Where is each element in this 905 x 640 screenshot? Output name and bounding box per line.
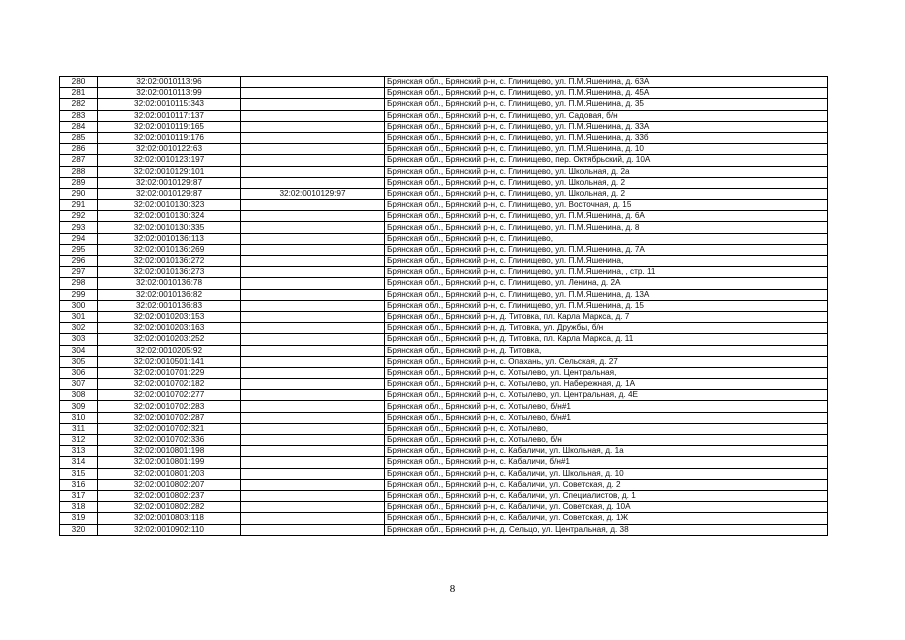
- row-number-cell: 315: [60, 468, 98, 479]
- related-cadastral-number-cell: [241, 177, 385, 188]
- row-number-cell: 302: [60, 323, 98, 334]
- related-cadastral-number-cell: [241, 166, 385, 177]
- address-cell: Брянская обл., Брянский р-н, с. Кабаличи, ул. Школьная, д. 1а: [385, 446, 828, 457]
- related-cadastral-number-cell: [241, 311, 385, 322]
- table-row: [60, 233, 828, 244]
- related-cadastral-number-cell: [241, 77, 385, 88]
- row-number-cell: 304: [60, 345, 98, 356]
- table-row: [60, 256, 828, 267]
- related-cadastral-number-cell: [241, 233, 385, 244]
- cadastral-number-cell: 32:02:0010802:282: [98, 502, 241, 513]
- row-number-cell: 294: [60, 233, 98, 244]
- row-number-cell: 287: [60, 155, 98, 166]
- row-number-cell: 290: [60, 188, 98, 199]
- table-row: [60, 423, 828, 434]
- table-row: [60, 99, 828, 110]
- related-cadastral-number-cell: [241, 110, 385, 121]
- table-row: [60, 188, 828, 199]
- table-row: [60, 244, 828, 255]
- address-cell: Брянская обл., Брянский р-н, с. Кабаличи, б/н#1: [385, 457, 828, 468]
- related-cadastral-number-cell: [241, 367, 385, 378]
- cadastral-number-cell: 32:02:0010136:273: [98, 267, 241, 278]
- table-row: [60, 412, 828, 423]
- row-number-cell: 286: [60, 144, 98, 155]
- address-cell: Брянская обл., Брянский р-н, с. Глинищево,: [385, 233, 828, 244]
- row-number-cell: 280: [60, 77, 98, 88]
- related-cadastral-number-cell: [241, 490, 385, 501]
- row-number-cell: 303: [60, 334, 98, 345]
- cadastral-number-cell: 32:02:0010205:92: [98, 345, 241, 356]
- table-row: [60, 289, 828, 300]
- address-cell: Брянская обл., Брянский р-н, с. Глинищево, ул. П.М.Яшенина, д. 35: [385, 99, 828, 110]
- cadastral-number-cell: 32:02:0010123:197: [98, 155, 241, 166]
- cadastral-number-cell: 32:02:0010203:153: [98, 311, 241, 322]
- related-cadastral-number-cell: [241, 502, 385, 513]
- table-row: [60, 502, 828, 513]
- cadastral-number-cell: 32:02:0010702:287: [98, 412, 241, 423]
- address-cell: Брянская обл., Брянский р-н, с. Глинищево, ул. П.М.Яшенина, д. 63А: [385, 77, 828, 88]
- related-cadastral-number-cell: [241, 356, 385, 367]
- row-number-cell: 296: [60, 256, 98, 267]
- table-row: [60, 524, 828, 535]
- cadastral-number-cell: 32:02:0010129:87: [98, 188, 241, 199]
- row-number-cell: 281: [60, 88, 98, 99]
- row-number-cell: 282: [60, 99, 98, 110]
- address-cell: Брянская обл., Брянский р-н, с. Хотылево, б/н#1: [385, 412, 828, 423]
- address-cell: Брянская обл., Брянский р-н, д. Титовка,: [385, 345, 828, 356]
- cadastral-number-cell: 32:02:0010203:163: [98, 323, 241, 334]
- related-cadastral-number-cell: [241, 300, 385, 311]
- row-number-cell: 312: [60, 435, 98, 446]
- row-number-cell: 317: [60, 490, 98, 501]
- related-cadastral-number-cell: [241, 155, 385, 166]
- table-row: [60, 390, 828, 401]
- address-cell: Брянская обл., Брянский р-н, с. Кабаличи, ул. Советская, д. 2: [385, 479, 828, 490]
- cadastral-number-cell: 32:02:0010136:78: [98, 278, 241, 289]
- related-cadastral-number-cell: [241, 278, 385, 289]
- cadastral-number-cell: 32:02:0010113:99: [98, 88, 241, 99]
- related-cadastral-number-cell: [241, 200, 385, 211]
- cadastral-number-cell: 32:02:0010701:229: [98, 367, 241, 378]
- row-number-cell: 308: [60, 390, 98, 401]
- table-row: [60, 334, 828, 345]
- related-cadastral-number-cell: [241, 323, 385, 334]
- address-cell: Брянская обл., Брянский р-н, с. Глинищево, ул. П.М.Яшенина, д. 45А: [385, 88, 828, 99]
- related-cadastral-number-cell: [241, 524, 385, 535]
- related-cadastral-number-cell: [241, 244, 385, 255]
- cadastral-number-cell: 32:02:0010801:198: [98, 446, 241, 457]
- cadastral-number-cell: 32:02:0010115:343: [98, 99, 241, 110]
- related-cadastral-number-cell: [241, 435, 385, 446]
- cadastral-number-cell: 32:02:0010203:252: [98, 334, 241, 345]
- related-cadastral-number-cell: [241, 267, 385, 278]
- cadastral-number-cell: 32:02:0010702:336: [98, 435, 241, 446]
- related-cadastral-number-cell: [241, 144, 385, 155]
- cadastral-number-cell: 32:02:0010801:203: [98, 468, 241, 479]
- row-number-cell: 284: [60, 121, 98, 132]
- row-number-cell: 307: [60, 379, 98, 390]
- page-number: 8: [449, 583, 456, 595]
- cadastral-number-cell: 32:02:0010113:96: [98, 77, 241, 88]
- address-cell: Брянская обл., Брянский р-н, с. Глинищево, ул. П.М.Яшенина, , стр. 11: [385, 267, 828, 278]
- address-cell: Брянская обл., Брянский р-н, с. Хотылево, ул. Центральная,: [385, 367, 828, 378]
- related-cadastral-number-cell: [241, 390, 385, 401]
- cadastral-number-cell: 32:02:0010501:141: [98, 356, 241, 367]
- cadastral-number-cell: 32:02:0010702:277: [98, 390, 241, 401]
- table-row: [60, 177, 828, 188]
- row-number-cell: 298: [60, 278, 98, 289]
- table-row: [60, 323, 828, 334]
- cadastral-number-cell: 32:02:0010136:83: [98, 300, 241, 311]
- table-row: [60, 132, 828, 143]
- related-cadastral-number-cell: [241, 479, 385, 490]
- related-cadastral-number-cell: [241, 423, 385, 434]
- table-row: [60, 110, 828, 121]
- address-cell: Брянская обл., Брянский р-н, с. Глинищево, ул. П.М.Яшенина, д. 8: [385, 222, 828, 233]
- table-row: [60, 356, 828, 367]
- table-row: [60, 457, 828, 468]
- address-cell: Брянская обл., Брянский р-н, с. Глинищево, ул. Школьная, д. 2: [385, 188, 828, 199]
- row-number-cell: 292: [60, 211, 98, 222]
- cadastral-number-cell: 32:02:0010117:137: [98, 110, 241, 121]
- cadastral-number-cell: 32:02:0010136:272: [98, 256, 241, 267]
- table-row: [60, 88, 828, 99]
- cadastral-number-cell: 32:02:0010119:176: [98, 132, 241, 143]
- row-number-cell: 300: [60, 300, 98, 311]
- cadastral-number-cell: 32:02:0010129:101: [98, 166, 241, 177]
- address-cell: Брянская обл., Брянский р-н, с. Глинищево, ул. П.М.Яшенина, д. 10: [385, 144, 828, 155]
- related-cadastral-number-cell: [241, 132, 385, 143]
- table-row: [60, 222, 828, 233]
- address-cell: Брянская обл., Брянский р-н, с. Глинищево, ул. Восточная, д. 15: [385, 200, 828, 211]
- row-number-cell: 301: [60, 311, 98, 322]
- row-number-cell: 311: [60, 423, 98, 434]
- row-number-cell: 289: [60, 177, 98, 188]
- address-cell: Брянская обл., Брянский р-н, с. Глинищево, ул. Ленина, д. 2А: [385, 278, 828, 289]
- row-number-cell: 285: [60, 132, 98, 143]
- cadastral-number-cell: 32:02:0010130:324: [98, 211, 241, 222]
- row-number-cell: 288: [60, 166, 98, 177]
- related-cadastral-number-cell: [241, 412, 385, 423]
- table-row: [60, 379, 828, 390]
- related-cadastral-number-cell: [241, 468, 385, 479]
- related-cadastral-number-cell: [241, 121, 385, 132]
- cadastral-number-cell: 32:02:0010136:269: [98, 244, 241, 255]
- address-cell: Брянская обл., Брянский р-н, с. Глинищево, ул. Школьная, д. 2: [385, 177, 828, 188]
- table-row: [60, 513, 828, 524]
- cadastral-number-cell: 32:02:0010702:283: [98, 401, 241, 412]
- registry-table-body: [60, 77, 828, 536]
- table-row: [60, 311, 828, 322]
- address-cell: Брянская обл., Брянский р-н, с. Хотылево, б/н#1: [385, 401, 828, 412]
- cadastral-number-cell: 32:02:0010702:321: [98, 423, 241, 434]
- table-row: [60, 200, 828, 211]
- row-number-cell: 319: [60, 513, 98, 524]
- address-cell: Брянская обл., Брянский р-н, с. Кабаличи, ул. Советская, д. 10А: [385, 502, 828, 513]
- cadastral-number-cell: 32:02:0010130:323: [98, 200, 241, 211]
- cadastral-number-cell: 32:02:0010119:165: [98, 121, 241, 132]
- row-number-cell: 320: [60, 524, 98, 535]
- address-cell: Брянская обл., Брянский р-н, с. Хотылево, ул. Набережная, д. 1А: [385, 379, 828, 390]
- row-number-cell: 299: [60, 289, 98, 300]
- row-number-cell: 314: [60, 457, 98, 468]
- related-cadastral-number-cell: 32:02:0010129:97: [241, 188, 385, 199]
- row-number-cell: 305: [60, 356, 98, 367]
- table-row: [60, 267, 828, 278]
- address-cell: Брянская обл., Брянский р-н, д. Титовка, пл. Карла Маркса, д. 11: [385, 334, 828, 345]
- table-row: [60, 490, 828, 501]
- address-cell: Брянская обл., Брянский р-н, с. Глинищево, пер. Октябрьский, д. 10А: [385, 155, 828, 166]
- address-cell: Брянская обл., Брянский р-н, с. Глинищево, ул. П.М.Яшенина, д. 33А: [385, 121, 828, 132]
- row-number-cell: 295: [60, 244, 98, 255]
- address-cell: Брянская обл., Брянский р-н, д. Сельцо, ул. Центральная, д. 38: [385, 524, 828, 535]
- related-cadastral-number-cell: [241, 99, 385, 110]
- table-row: [60, 166, 828, 177]
- address-cell: Брянская обл., Брянский р-н, с. Опахань, ул. Сельская, д. 27: [385, 356, 828, 367]
- row-number-cell: 316: [60, 479, 98, 490]
- cadastral-number-cell: 32:02:0010801:199: [98, 457, 241, 468]
- address-cell: Брянская обл., Брянский р-н, с. Хотылево, ул. Центральная, д. 4Е: [385, 390, 828, 401]
- cadastral-number-cell: 32:02:0010802:237: [98, 490, 241, 501]
- address-cell: Брянская обл., Брянский р-н, с. Кабаличи, ул. Школьная, д. 10: [385, 468, 828, 479]
- related-cadastral-number-cell: [241, 88, 385, 99]
- table-row: [60, 300, 828, 311]
- row-number-cell: 309: [60, 401, 98, 412]
- cadastral-number-cell: 32:02:0010802:207: [98, 479, 241, 490]
- table-row: [60, 401, 828, 412]
- cadastral-number-cell: 32:02:0010130:335: [98, 222, 241, 233]
- related-cadastral-number-cell: [241, 457, 385, 468]
- address-cell: Брянская обл., Брянский р-н, д. Титовка, ул. Дружбы, б/н: [385, 323, 828, 334]
- address-cell: Брянская обл., Брянский р-н, с. Глинищево, ул. П.М.Яшенина, д. 7А: [385, 244, 828, 255]
- table-row: [60, 479, 828, 490]
- cadastral-number-cell: 32:02:0010702:182: [98, 379, 241, 390]
- table-row: [60, 435, 828, 446]
- row-number-cell: 291: [60, 200, 98, 211]
- cadastral-number-cell: 32:02:0010136:82: [98, 289, 241, 300]
- row-number-cell: 293: [60, 222, 98, 233]
- table-row: [60, 278, 828, 289]
- row-number-cell: 306: [60, 367, 98, 378]
- address-cell: Брянская обл., Брянский р-н, с. Хотылево,: [385, 423, 828, 434]
- table-row: [60, 155, 828, 166]
- table-row: [60, 367, 828, 378]
- address-cell: Брянская обл., Брянский р-н, с. Глинищево, ул. П.М.Яшенина,: [385, 256, 828, 267]
- cadastral-number-cell: 32:02:0010902:110: [98, 524, 241, 535]
- related-cadastral-number-cell: [241, 334, 385, 345]
- address-cell: Брянская обл., Брянский р-н, с. Глинищево, ул. П.М.Яшенина, д. 13А: [385, 289, 828, 300]
- related-cadastral-number-cell: [241, 379, 385, 390]
- related-cadastral-number-cell: [241, 513, 385, 524]
- related-cadastral-number-cell: [241, 289, 385, 300]
- row-number-cell: 310: [60, 412, 98, 423]
- table-row: [60, 446, 828, 457]
- registry-table: [59, 76, 828, 536]
- address-cell: Брянская обл., Брянский р-н, с. Глинищево, ул. П.М.Яшенина, д. 15: [385, 300, 828, 311]
- cadastral-number-cell: 32:02:0010803:118: [98, 513, 241, 524]
- row-number-cell: 297: [60, 267, 98, 278]
- address-cell: Брянская обл., Брянский р-н, с. Глинищево, ул. П.М.Яшенина, д. 33б: [385, 132, 828, 143]
- table-row: [60, 468, 828, 479]
- address-cell: Брянская обл., Брянский р-н, с. Хотылево, б/н: [385, 435, 828, 446]
- cadastral-number-cell: 32:02:0010136:113: [98, 233, 241, 244]
- row-number-cell: 313: [60, 446, 98, 457]
- address-cell: Брянская обл., Брянский р-н, с. Кабаличи, ул. Советская, д. 1Ж: [385, 513, 828, 524]
- cadastral-number-cell: 32:02:0010122:63: [98, 144, 241, 155]
- address-cell: Брянская обл., Брянский р-н, с. Глинищево, ул. Садовая, б/н: [385, 110, 828, 121]
- cadastral-number-cell: 32:02:0010129:87: [98, 177, 241, 188]
- address-cell: Брянская обл., Брянский р-н, д. Титовка, пл. Карла Маркса, д. 7: [385, 311, 828, 322]
- table-row: [60, 211, 828, 222]
- table-row: [60, 144, 828, 155]
- related-cadastral-number-cell: [241, 222, 385, 233]
- related-cadastral-number-cell: [241, 345, 385, 356]
- related-cadastral-number-cell: [241, 211, 385, 222]
- address-cell: Брянская обл., Брянский р-н, с. Глинищево, ул. Школьная, д. 2а: [385, 166, 828, 177]
- address-cell: Брянская обл., Брянский р-н, с. Кабаличи, ул. Специалистов, д. 1: [385, 490, 828, 501]
- table-row: [60, 121, 828, 132]
- related-cadastral-number-cell: [241, 256, 385, 267]
- table-row: [60, 345, 828, 356]
- address-cell: Брянская обл., Брянский р-н, с. Глинищево, ул. П.М.Яшенина, д. 6А: [385, 211, 828, 222]
- row-number-cell: 318: [60, 502, 98, 513]
- related-cadastral-number-cell: [241, 401, 385, 412]
- table-row: [60, 77, 828, 88]
- related-cadastral-number-cell: [241, 446, 385, 457]
- row-number-cell: 283: [60, 110, 98, 121]
